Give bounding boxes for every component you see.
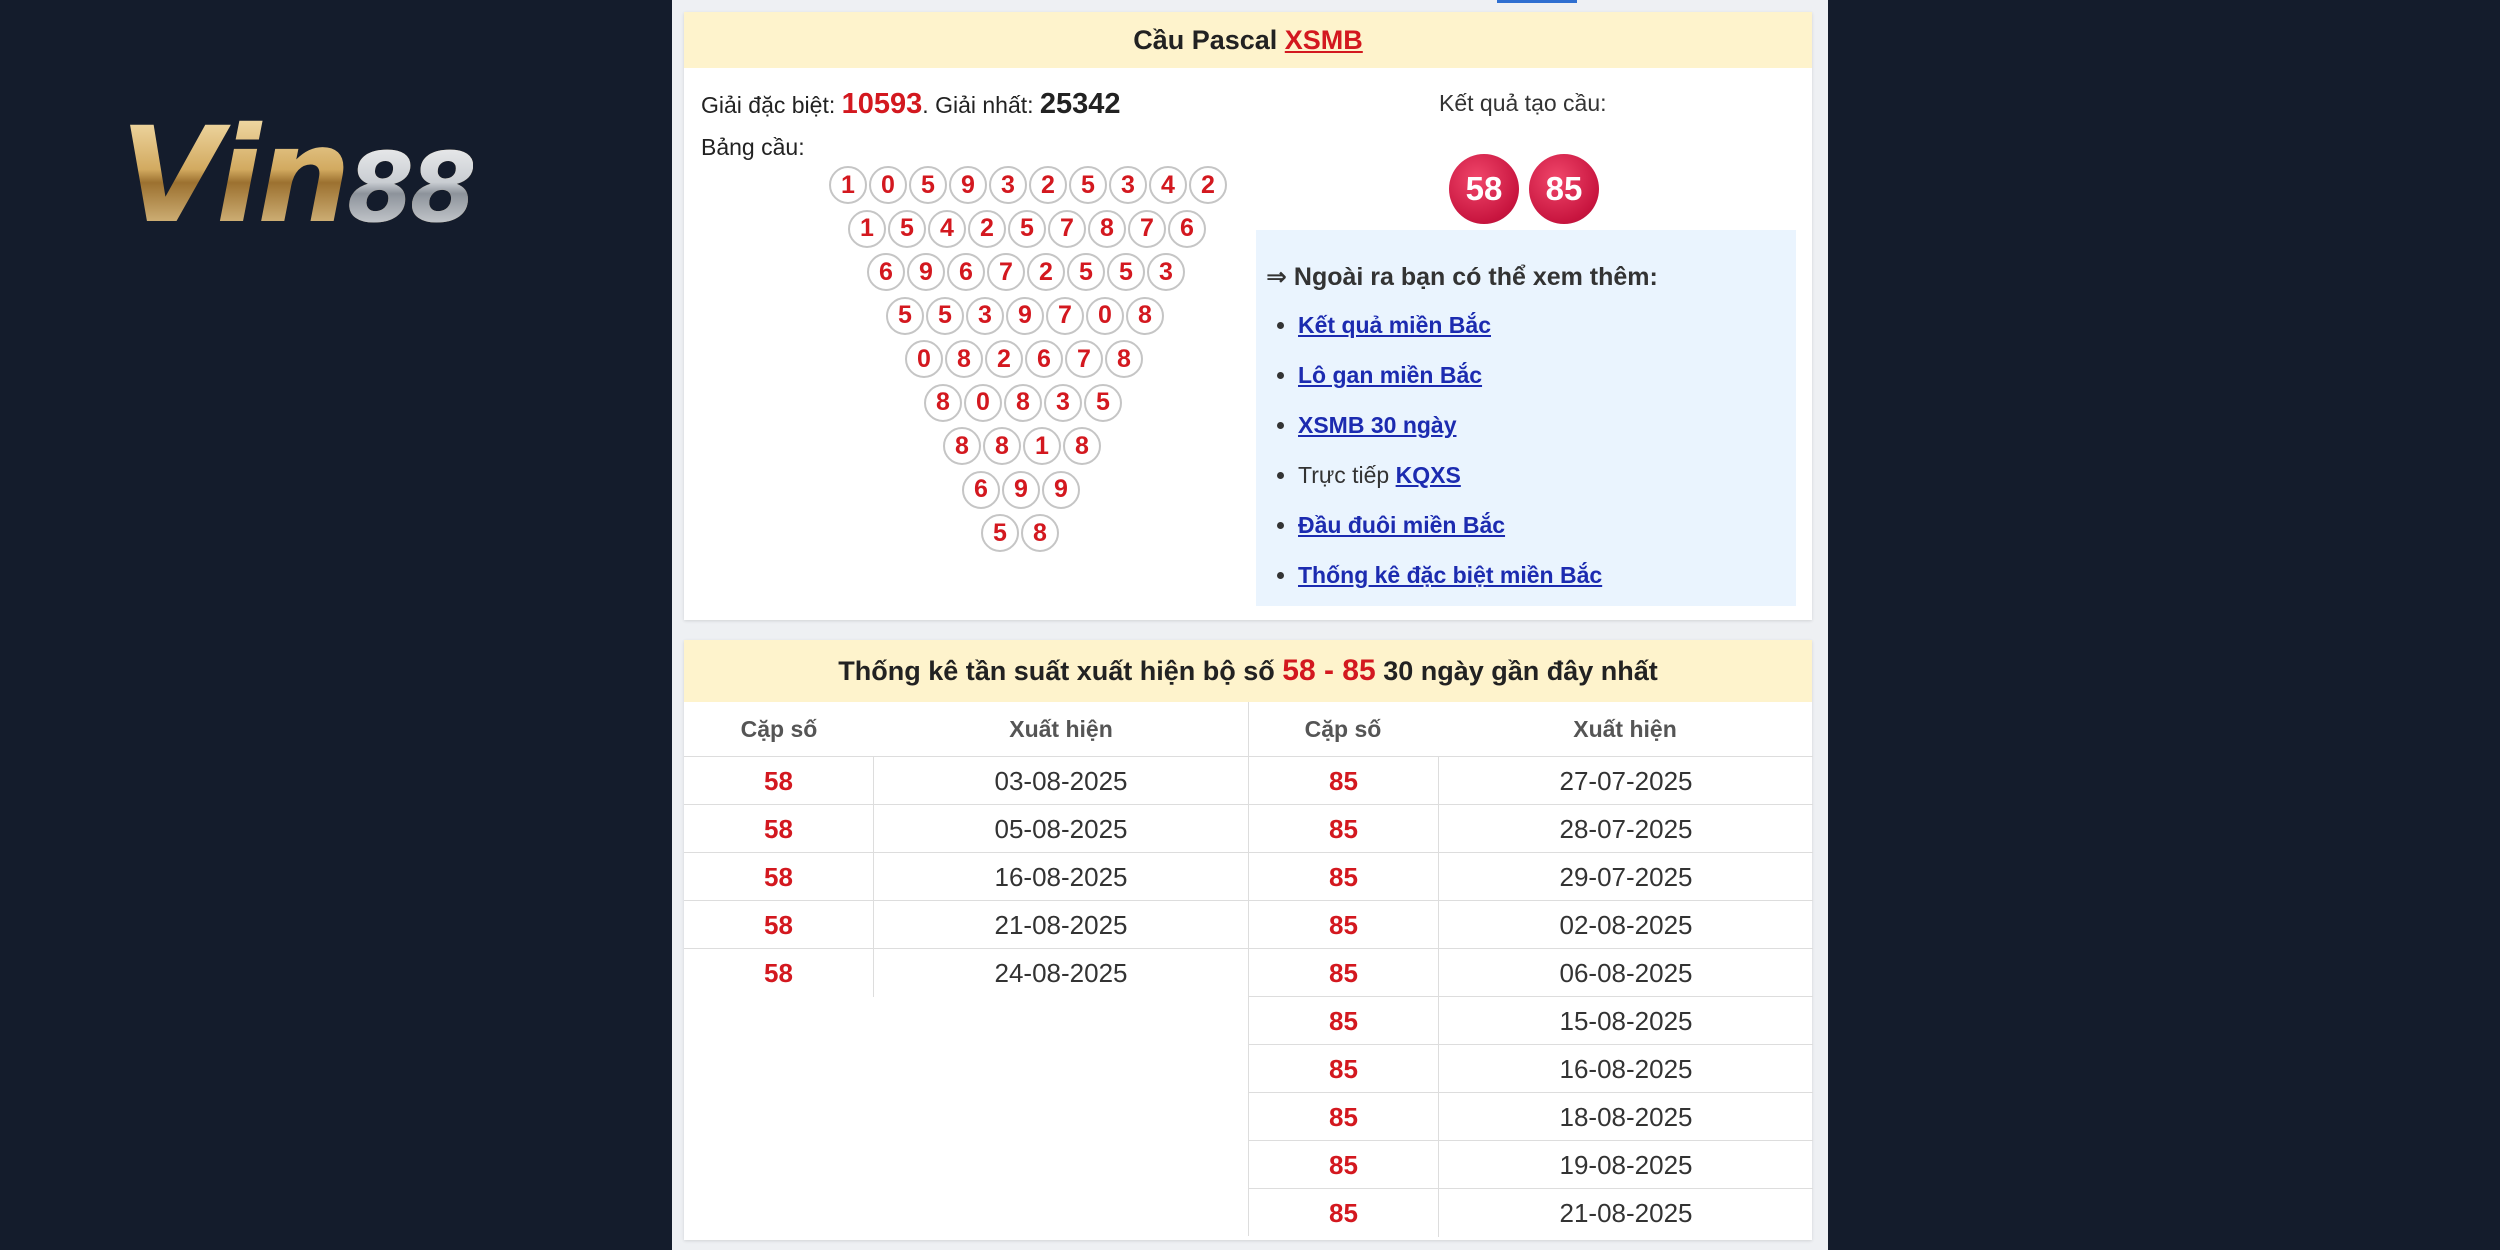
pair-cell: 85 [1249, 949, 1439, 997]
see-more-box [1256, 230, 1796, 606]
pascal-ball: 7 [1048, 210, 1086, 248]
date-cell: 19-08-2025 [1559, 1150, 1693, 1180]
pascal-ball: 8 [1088, 210, 1126, 248]
title-prefix: Cầu Pascal [1133, 25, 1285, 55]
see-more-title: ⇒ Ngoài ra bạn có thể xem thêm: [1266, 263, 1658, 291]
pascal-ball: 9 [907, 253, 945, 291]
date-cell: 28-07-2025 [1559, 814, 1693, 844]
pair-cell: 85 [1249, 1093, 1439, 1141]
table-row [1249, 1140, 1813, 1188]
pascal-ball: 9 [1042, 471, 1080, 509]
pascal-row [867, 253, 1187, 293]
header-date-right: Xuất hiện [1573, 716, 1677, 742]
pascal-ball: 4 [928, 210, 966, 248]
pascal-ball: 8 [943, 427, 981, 465]
table-row [1249, 1044, 1813, 1092]
pascal-ball: 0 [869, 166, 907, 204]
date-cell: 16-08-2025 [1559, 1054, 1693, 1084]
see-more-item [1298, 550, 1602, 600]
pascal-ball: 5 [1069, 166, 1107, 204]
table-header [684, 702, 1812, 756]
top-tab-indicator[interactable] [1497, 0, 1577, 3]
pascal-ball: 9 [1002, 471, 1040, 509]
pascal-ball: 5 [1084, 384, 1122, 422]
special-prize-label: Giải đặc biệt: [701, 92, 842, 118]
see-more-item [1298, 500, 1602, 550]
pascal-ball: 7 [1065, 340, 1103, 378]
pascal-row [981, 514, 1061, 554]
logo-number: 88 [347, 132, 473, 244]
link-xsmb-30-ngay[interactable]: XSMB 30 ngày [1298, 412, 1457, 438]
pascal-ball: 5 [886, 297, 924, 335]
pascal-ball: 3 [1044, 384, 1082, 422]
frequency-card [684, 640, 1812, 1240]
link-thong-ke-dac-biet[interactable]: Thống kê đặc biệt miền Bắc [1298, 562, 1603, 588]
pascal-ball: 8 [983, 427, 1021, 465]
pair-cell: 85 [1249, 757, 1439, 805]
pascal-ball: 3 [1147, 253, 1185, 291]
pascal-row [886, 297, 1166, 337]
pascal-ball: 3 [966, 297, 1004, 335]
pair-cell: 58 [684, 949, 874, 997]
logo-text: Vin [120, 99, 348, 253]
pascal-ball: 2 [1027, 253, 1065, 291]
see-more-item [1298, 400, 1602, 450]
table-row [684, 948, 1248, 996]
pascal-row [848, 210, 1208, 250]
left-column [684, 756, 1248, 996]
pair-cell: 85 [1249, 997, 1439, 1045]
pascal-row [924, 384, 1124, 424]
pascal-ball: 8 [924, 384, 962, 422]
pascal-card [684, 12, 1812, 620]
pascal-ball: 5 [981, 514, 1019, 552]
pascal-ball: 1 [848, 210, 886, 248]
pascal-ball: 2 [985, 340, 1023, 378]
date-cell: 03-08-2025 [994, 766, 1128, 796]
pascal-ball: 5 [1008, 210, 1046, 248]
link-kqxs[interactable]: KQXS [1395, 462, 1461, 488]
date-cell: 02-08-2025 [1559, 910, 1693, 940]
table-row [1249, 900, 1813, 948]
pair-cell: 58 [684, 805, 874, 853]
pair-cell: 85 [1249, 1045, 1439, 1093]
pascal-ball: 8 [1105, 340, 1143, 378]
pascal-ball: 6 [1168, 210, 1206, 248]
table-row [684, 900, 1248, 948]
pascal-ball: 9 [1006, 297, 1044, 335]
pascal-row [829, 166, 1229, 206]
header-date-left: Xuất hiện [1009, 716, 1113, 742]
pascal-ball: 8 [945, 340, 983, 378]
date-cell: 21-08-2025 [1559, 1198, 1693, 1228]
title-pair: 58 - 85 [1282, 654, 1376, 687]
pascal-ball: 7 [1128, 210, 1166, 248]
result-balls [1449, 154, 1599, 224]
pascal-ball: 9 [949, 166, 987, 204]
pair-cell: 85 [1249, 1141, 1439, 1189]
pair-cell: 58 [684, 853, 874, 901]
pascal-ball: 3 [1109, 166, 1147, 204]
header-pair-right: Cặp số [1304, 716, 1382, 742]
pascal-row [905, 340, 1145, 380]
pascal-ball: 8 [1021, 514, 1059, 552]
pascal-ball: 6 [867, 253, 905, 291]
pascal-ball: 5 [926, 297, 964, 335]
pair-cell: 58 [684, 901, 874, 949]
pascal-ball: 2 [1029, 166, 1067, 204]
date-cell: 24-08-2025 [994, 958, 1128, 988]
special-prize-value: 10593 [841, 88, 923, 120]
table-row [684, 756, 1248, 804]
pair-cell: 85 [1249, 805, 1439, 853]
date-cell: 06-08-2025 [1559, 958, 1693, 988]
prize-info [701, 88, 1121, 121]
right-column [1248, 756, 1813, 1236]
date-cell: 27-07-2025 [1559, 766, 1693, 796]
frequency-title [684, 640, 1812, 702]
title-suffix: 30 ngày gần đây nhất [1375, 656, 1658, 686]
pascal-ball: 0 [1086, 297, 1124, 335]
pair-cell: 58 [684, 757, 874, 805]
pascal-ball: 2 [1189, 166, 1227, 204]
link-lo-gan-mien-bac[interactable]: Lô gan miền Bắc [1298, 362, 1483, 388]
pascal-ball: 5 [1067, 253, 1105, 291]
pascal-ball: 5 [888, 210, 926, 248]
date-cell: 05-08-2025 [994, 814, 1128, 844]
pascal-card-title [684, 12, 1812, 68]
link-prefix: Trực tiếp [1298, 462, 1396, 488]
pascal-ball: 1 [1023, 427, 1061, 465]
pascal-ball: 6 [1025, 340, 1063, 378]
pascal-ball: 6 [962, 471, 1000, 509]
pascal-ball: 4 [1149, 166, 1187, 204]
date-cell: 16-08-2025 [994, 862, 1128, 892]
pascal-ball: 5 [1107, 253, 1145, 291]
pascal-ball: 3 [989, 166, 1027, 204]
pascal-ball: 1 [829, 166, 867, 204]
main-content [672, 0, 1828, 1250]
header-pair-left: Cặp số [740, 716, 818, 742]
result-ball: 58 [1449, 154, 1519, 224]
pascal-row [962, 471, 1082, 511]
table-row [684, 852, 1248, 900]
see-more-item [1298, 300, 1602, 350]
see-more-item [1298, 350, 1602, 400]
pascal-ball: 5 [909, 166, 947, 204]
pair-cell: 85 [1249, 1189, 1439, 1237]
see-more-list [1256, 300, 1602, 600]
table-row [1249, 852, 1813, 900]
date-cell: 15-08-2025 [1559, 1006, 1693, 1036]
link-ket-qua-mien-bac[interactable]: Kết quả miền Bắc [1298, 312, 1491, 338]
pair-cell: 85 [1249, 853, 1439, 901]
pascal-table-label: Bảng cầu: [701, 134, 805, 160]
pascal-ball: 0 [905, 340, 943, 378]
first-prize-label: . Giải nhất: [922, 92, 1040, 118]
date-cell: 29-07-2025 [1559, 862, 1693, 892]
pascal-ball: 7 [1046, 297, 1084, 335]
see-more-item [1298, 450, 1602, 500]
pascal-ball: 2 [968, 210, 1006, 248]
vin88-logo[interactable] [120, 99, 473, 253]
table-row [1249, 804, 1813, 852]
xsmb-link[interactable]: XSMB [1284, 25, 1363, 55]
result-ball: 85 [1529, 154, 1599, 224]
pascal-ball: 6 [947, 253, 985, 291]
pascal-ball: 0 [964, 384, 1002, 422]
date-cell: 18-08-2025 [1559, 1102, 1693, 1132]
pascal-ball: 8 [1126, 297, 1164, 335]
pascal-ball: 7 [987, 253, 1025, 291]
pascal-row [943, 427, 1103, 467]
pascal-ball: 8 [1063, 427, 1101, 465]
table-row [1249, 756, 1813, 804]
result-label: Kết quả tạo cầu: [1439, 90, 1607, 116]
table-row [1249, 1188, 1813, 1236]
title-prefix: Thống kê tần suất xuất hiện bộ số [838, 656, 1283, 686]
pair-cell: 85 [1249, 901, 1439, 949]
first-prize-value: 25342 [1039, 88, 1121, 120]
table-row [1249, 996, 1813, 1044]
date-cell: 21-08-2025 [994, 910, 1128, 940]
link-dau-duoi-mien-bac[interactable]: Đầu đuôi miền Bắc [1298, 512, 1506, 538]
pascal-ball: 8 [1004, 384, 1042, 422]
table-row [684, 804, 1248, 852]
table-row [1249, 1092, 1813, 1140]
table-row [1249, 948, 1813, 996]
